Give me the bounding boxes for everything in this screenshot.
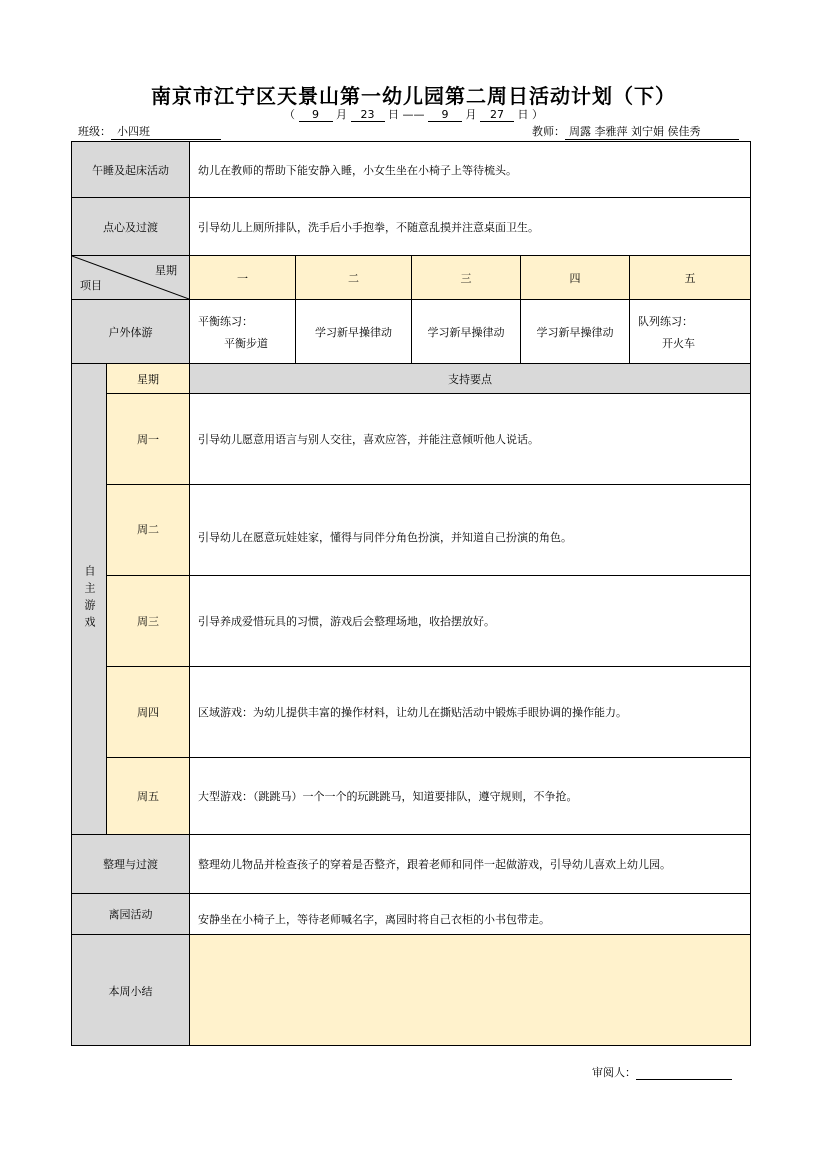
end-month: 9 (428, 108, 462, 122)
day-label-2: 日 (517, 108, 529, 121)
reviewer-signature (592, 1064, 732, 1080)
page-title: 南京市江宁区天景山第一幼儿园第二周日活动计划（下） (151, 84, 676, 108)
teacher-label: 教师： (532, 125, 565, 138)
day-header-wed: 三 (412, 256, 521, 300)
free-play-day-thu: 周四 (107, 667, 190, 758)
outdoor-mon (190, 300, 296, 364)
date-range (0, 106, 827, 122)
outdoor-mon-line1: 平衡练习： (198, 314, 253, 328)
outdoor-fri-line2: 开火车 (662, 336, 695, 350)
summary-label: 本周小结 (72, 935, 190, 1046)
free-play-points-header: 支持要点 (190, 364, 751, 394)
free-play-text-thu: 区域游戏：为幼儿提供丰富的操作材料，让幼儿在撕贴活动中锻炼手眼协调的操作能力。 (190, 667, 751, 758)
outdoor-fri (630, 300, 751, 364)
leave-content: 安静坐在小椅子上，等待老师喊名字，离园时将自己衣柜的小书包带走。 (190, 894, 751, 935)
free-play-text-tue: 引导幼儿在愿意玩娃娃家，懂得与同伴分角色扮演，并知道自己扮演的角色。 (190, 485, 751, 576)
free-play-day-header: 星期 (107, 364, 190, 394)
date-open: （ (284, 108, 295, 121)
outdoor-tue: 学习新早操律动 (296, 300, 412, 364)
day-header-fri: 五 (630, 256, 751, 300)
snack-label: 点心及过渡 (72, 198, 190, 256)
class-value: 小四班 (111, 123, 221, 140)
month-label-1: 月 (336, 108, 347, 121)
day-header-thu: 四 (521, 256, 630, 300)
end-day: 27 (480, 108, 514, 122)
weekday-header: 星期 (155, 264, 177, 277)
month-label-2: 月 (465, 108, 477, 121)
date-close: ） (532, 108, 543, 121)
start-month: 9 (299, 108, 333, 122)
free-play-day-tue: 周二 (107, 485, 190, 576)
free-play-label: 自主游戏 (83, 565, 96, 633)
tidy-content: 整理幼儿物品并检查孩子的穿着是否整齐，跟着老师和同伴一起做游戏，引导幼儿喜欢上幼儿园。 (190, 835, 751, 894)
nap-label: 午睡及起床活动 (72, 142, 190, 198)
tidy-label: 整理与过渡 (72, 835, 190, 894)
teacher-info (532, 123, 739, 140)
item-header: 项目 (80, 279, 102, 292)
class-info (78, 123, 221, 140)
header-diagonal-cell (72, 256, 190, 300)
free-play-text-wed: 引导养成爱惜玩具的习惯，游戏后会整理场地，收拾摆放好。 (190, 576, 751, 667)
start-day: 23 (351, 108, 385, 122)
reviewer-label: 审阅人： (592, 1066, 636, 1079)
summary-content (190, 935, 751, 1046)
class-label: 班级： (78, 125, 111, 138)
free-play-text-fri: 大型游戏：（跳跳马）一个一个的玩跳跳马，知道要排队，遵守规则，不争抢。 (190, 758, 751, 835)
outdoor-thu: 学习新早操律动 (521, 300, 630, 364)
outdoor-fri-line1: 队列练习： (638, 314, 693, 328)
day-label-1: 日 (388, 108, 399, 121)
free-play-text-mon: 引导幼儿愿意用语言与别人交往，喜欢应答，并能注意倾听他人说话。 (190, 394, 751, 485)
free-play-day-mon: 周一 (107, 394, 190, 485)
free-play-label-outer (72, 364, 107, 835)
free-play-day-fri: 周五 (107, 758, 190, 835)
outdoor-wed: 学习新早操律动 (412, 300, 521, 364)
reviewer-value (636, 1067, 732, 1080)
date-dash: —— (402, 108, 425, 121)
outdoor-mon-line2: 平衡步道 (224, 336, 268, 350)
free-play-day-wed: 周三 (107, 576, 190, 667)
snack-content: 引导幼儿上厕所排队，洗手后小手抱拳，不随意乱摸并注意桌面卫生。 (190, 198, 751, 256)
day-header-mon: 一 (190, 256, 296, 300)
nap-content: 幼儿在教师的帮助下能安静入睡，小女生坐在小椅子上等待梳头。 (190, 142, 751, 198)
teacher-value: 周露 李雅萍 刘宁娟 侯佳秀 (565, 123, 739, 140)
day-header-tue: 二 (296, 256, 412, 300)
outdoor-label: 户外体游 (72, 300, 190, 364)
leave-label: 离园活动 (72, 894, 190, 935)
activity-table (71, 141, 751, 1046)
